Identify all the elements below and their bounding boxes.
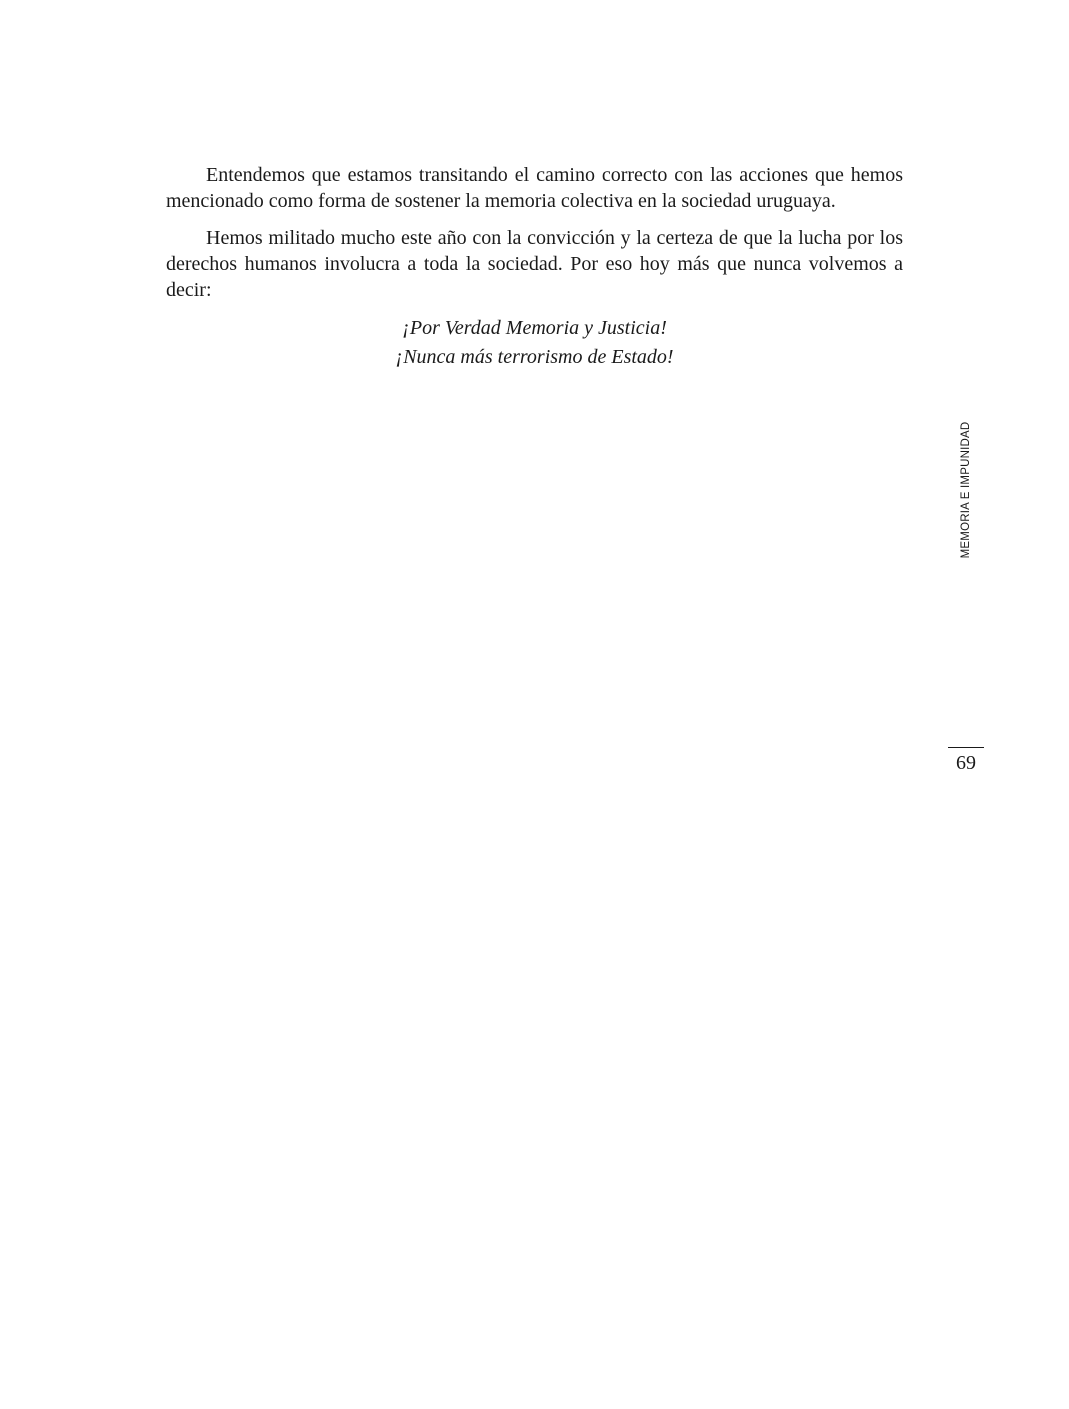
slogan-1: ¡Por Verdad Memoria y Justicia! [402,317,667,339]
page-number: 69 [956,752,976,774]
running-head: MEMORIA E IMPUNIDAD [960,421,972,559]
paragraph-2: Hemos militado mucho este año con la convicción y la certeza de que la lucha por los derechos humanos involucra a toda la sociedad. Por eso hoy más que nunca volvemos a decir: [166,227,903,301]
closing-slogans [166,314,903,372]
page-number-rule [948,747,984,748]
body-text [166,162,903,372]
slogan-2: ¡Nunca más terrorismo de Estado! [395,346,674,368]
paragraph-1: Entendemos que estamos transitando el camino correcto con las acciones que hemos mencionado como forma de sostener la memoria colectiva en la sociedad uruguaya. [166,164,903,212]
